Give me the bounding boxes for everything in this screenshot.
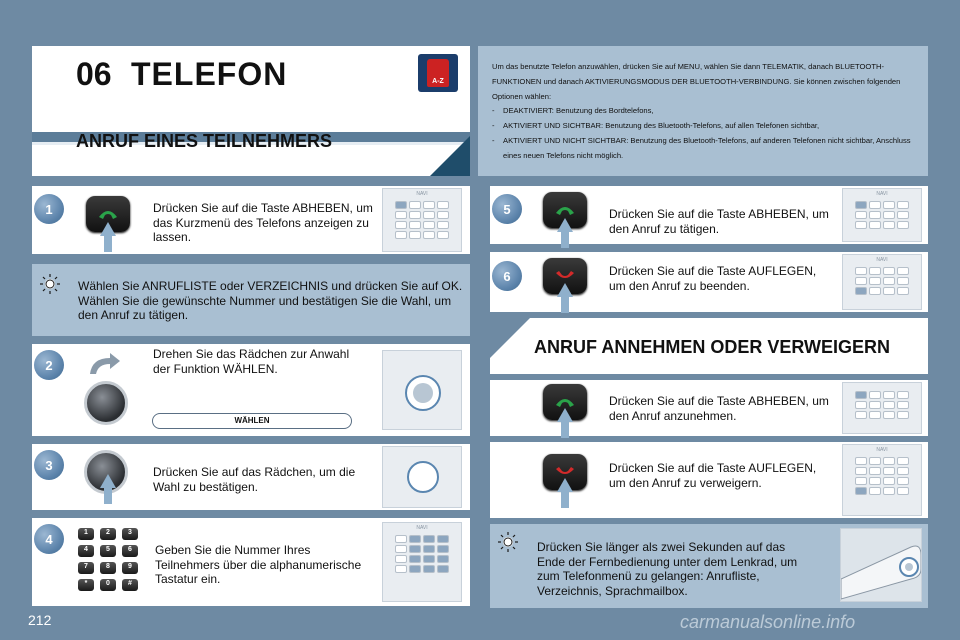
arrow-up-icon — [557, 408, 573, 438]
key: 1 — [78, 528, 94, 540]
keypad-panel-image — [842, 382, 922, 434]
header-corner — [430, 136, 470, 176]
keypad-panel-image — [382, 188, 462, 252]
keypad-brand: NAVI — [416, 191, 428, 197]
lightbulb-icon — [496, 530, 520, 559]
key: 3 — [122, 528, 138, 540]
wheel-panel-image — [382, 350, 462, 430]
index-badge[interactable] — [418, 54, 458, 92]
key: 2 — [100, 528, 116, 540]
page-number: 212 — [28, 612, 52, 628]
step-3-text: Drücken Sie auf das Rädchen, um die Wahl zu bestätigen. — [153, 465, 356, 494]
keypad-panel-image — [842, 254, 922, 310]
waehlen-menu-label: WÄHLEN — [152, 413, 352, 429]
keypad-grid — [843, 267, 921, 295]
arrow-up-icon — [557, 478, 573, 508]
keypad-panel-image — [842, 444, 922, 516]
bluetooth-info-box — [478, 46, 928, 176]
phone-handset-red-icon — [554, 269, 576, 283]
lightbulb-icon — [38, 272, 62, 301]
section-title-call: ANRUF EINES TEILNEHMERS — [76, 131, 333, 151]
step-2-badge: 2 — [34, 350, 64, 380]
wheel-panel-image — [382, 446, 462, 508]
tip-2-text: Drücken Sie länger als zwei Sekunden auf das Ende der Fernbedienung unter dem Lenkrad, um zum Telefonmenü zu gelangen: Anrufliste, Verzeichnis, Sprachmailbox. — [537, 540, 798, 598]
keypad-grid — [383, 201, 461, 239]
arrow-up-icon — [557, 218, 573, 248]
key: 7 — [78, 562, 94, 574]
info-option: - DEAKTIVIERT: Benutzung des Bordtelefons, — [492, 104, 914, 119]
step-1-text: Drücken Sie auf die Taste ABHEBEN, um das Kurzmenü des Telefons anzeigen zu lassen. — [153, 201, 373, 244]
key: 9 — [122, 562, 138, 574]
key: 8 — [100, 562, 116, 574]
answer-text: Drücken Sie auf die Taste ABHEBEN, um den Anruf anzunehmen. — [609, 394, 829, 423]
step-1-badge: 1 — [34, 194, 64, 224]
key: 5 — [100, 545, 116, 557]
arrow-up-icon — [100, 222, 116, 252]
watermark-text: carmanualsonline.info — [680, 612, 856, 632]
phone-handset-green-icon — [554, 395, 576, 409]
keypad-brand: NAVI — [416, 525, 428, 531]
steering-stalk-image — [840, 528, 922, 602]
chapter-number: 06 — [76, 56, 112, 92]
key: 0 — [100, 579, 116, 591]
keypad-grid — [843, 201, 921, 229]
arrow-up-icon — [100, 474, 116, 504]
rotate-arrow-icon — [86, 352, 122, 381]
info-options-list — [492, 104, 914, 163]
key: 6 — [122, 545, 138, 557]
step-5-text: Drücken Sie auf die Taste ABHEBEN, um den Anruf zu tätigen. — [609, 207, 829, 236]
key: 4 — [78, 545, 94, 557]
keypad-brand: NAVI — [876, 191, 888, 197]
step-4-badge: 4 — [34, 524, 64, 554]
phone-handset-green-icon — [97, 207, 119, 221]
step-4-text: Geben Sie die Nummer Ihres Teilnehmers über die alphanumerische Tastatur ein. — [155, 543, 362, 586]
step-3-badge: 3 — [34, 450, 64, 480]
step-6-badge: 6 — [492, 261, 522, 291]
step-5-badge: 5 — [492, 194, 522, 224]
keypad-grid — [843, 391, 921, 419]
section-title-answer: ANRUF ANNEHMEN ODER VERWEIGERN — [534, 337, 891, 357]
reject-text: Drücken Sie auf die Taste AUFLEGEN, um den Anruf zu verweigern. — [609, 461, 817, 490]
step-2-text: Drehen Sie das Rädchen zur Anwahl der Funktion WÄHLEN. — [153, 347, 350, 376]
phone-handset-red-icon — [554, 465, 576, 479]
keypad-brand: NAVI — [876, 257, 888, 263]
info-option: - AKTIVIERT UND SICHTBAR: Benutzung des Bluetooth-Telefons, auf allen Telefonen sichtbar, — [492, 119, 914, 134]
keypad-grid — [383, 535, 461, 573]
key: * — [78, 579, 94, 591]
chapter-title: TELEFON — [131, 56, 288, 92]
step-6-text: Drücken Sie auf die Taste AUFLEGEN, um den Anruf zu beenden. — [609, 264, 817, 293]
phone-handset-green-icon — [554, 203, 576, 217]
keypad-panel-image — [382, 522, 462, 602]
index-badge-label: A-Z — [427, 59, 449, 87]
info-intro: Um das benutzte Telefon anzuwählen, drücken Sie auf MENU, wählen Sie dann TELEMATIK, danach BLUETOOTH-FUNKTIONEN und danach AKTIVIERUNGSMODUS DER BLUETOOTH-VERBINDUNG. Sie können zwischen folgenden Optionen wählen: — [492, 62, 901, 101]
numeric-keypad-image — [78, 528, 138, 591]
key: # — [122, 579, 138, 591]
info-option: - AKTIVIERT UND NICHT SICHTBAR: Benutzung des Bluetooth-Telefons, auf anderen Telefonen nicht sichtbar, Anschluss eines neuen Telefons nicht möglich. — [492, 134, 914, 164]
rotary-knob-image — [84, 381, 128, 425]
keypad-brand: NAVI — [876, 447, 888, 453]
keypad-panel-image — [842, 188, 922, 242]
tip-1-text: Wählen Sie ANRUFLISTE oder VERZEICHNIS und drücken Sie auf OK. Wählen Sie die gewünschte Nummer und bestätigen Sie die Wahl, um den Anruf zu tätigen. — [78, 279, 463, 322]
keypad-grid — [843, 457, 921, 495]
arrow-up-icon — [557, 283, 573, 313]
